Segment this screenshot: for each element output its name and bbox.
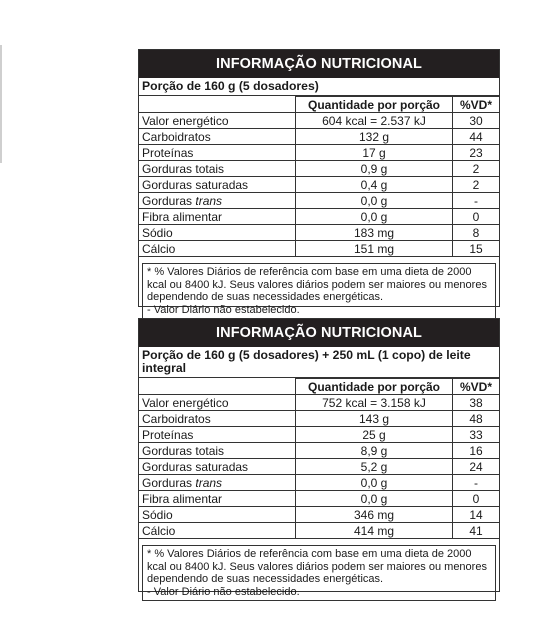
nutrient-label: Fibra alimentar	[142, 209, 223, 224]
nutrient-vd: 41	[453, 523, 500, 539]
nutrient-name	[139, 193, 296, 209]
nutrient-name	[139, 411, 296, 427]
nutrient-row	[139, 129, 499, 145]
nutrient-vd: 15	[453, 241, 500, 257]
nutrient-row	[139, 241, 499, 257]
footnote-dash-note: - Valor Diário não estabelecido.	[147, 585, 300, 598]
nutrient-vd: 16	[453, 443, 500, 459]
nutrient-row	[139, 209, 499, 225]
footnote-vd-note: * % Valores Diários de referência com base em uma dieta de 2000 kcal ou 8400 kJ. Seus valores diários podem ser maiores ou menores dependendo de suas necessidades energéticas.	[147, 266, 487, 303]
nutrient-amount: 0,0 g	[296, 193, 453, 209]
header-vd: %VD*	[453, 379, 500, 395]
nutrient-amount: 17 g	[296, 145, 453, 161]
nutrient-vd: 8	[453, 225, 500, 241]
nutrient-vd: 2	[453, 161, 500, 177]
header-blank-cell	[139, 97, 296, 113]
nutrient-vd: 23	[453, 145, 500, 161]
nutrient-row	[139, 113, 499, 129]
nutrient-row	[139, 395, 499, 411]
header-quantity: Quantidade por porção	[296, 379, 453, 395]
nutrient-label: Gorduras totais	[142, 161, 225, 176]
nutrient-amount: 151 mg	[296, 241, 453, 257]
nutrient-row	[139, 459, 499, 475]
nutrient-row	[139, 443, 499, 459]
nutrient-name	[139, 113, 296, 129]
nutrient-label: Cálcio	[142, 523, 176, 538]
nutrient-name	[139, 475, 296, 491]
table-header-row	[139, 97, 499, 113]
nutrient-row	[139, 225, 499, 241]
nutrient-vd: -	[453, 193, 500, 209]
nutrient-row	[139, 475, 499, 491]
nutrient-label: Gorduras saturadas	[142, 459, 249, 474]
nutrient-label: Valor energético	[142, 395, 229, 410]
nutrient-vd: 14	[453, 507, 500, 523]
portion-size: Porção de 160 g (5 dosadores) + 250 mL (1 copo) de leite integral	[139, 347, 499, 378]
nutrient-vd: 33	[453, 427, 500, 443]
nutrient-name	[139, 491, 296, 507]
nutrient-amount: 183 mg	[296, 225, 453, 241]
nutrient-label: Cálcio	[142, 241, 176, 256]
nutrient-label: Fibra alimentar	[142, 491, 223, 506]
nutrient-amount: 0,9 g	[296, 161, 453, 177]
nutrient-amount: 752 kcal = 3.158 kJ	[296, 395, 453, 411]
footnote-vd-note: * % Valores Diários de referência com base em uma dieta de 2000 kcal ou 8400 kJ. Seus valores diários podem ser maiores ou menores dependendo de suas necessidades energéticas.	[147, 548, 487, 585]
nutrient-label: Gorduras	[142, 475, 193, 490]
nutrient-name	[139, 395, 296, 411]
nutrition-table	[139, 378, 499, 539]
nutrient-amount: 604 kcal = 2.537 kJ	[296, 113, 453, 129]
nutrient-amount: 143 g	[296, 411, 453, 427]
nutrient-label-italic: trans	[195, 193, 223, 208]
nutrient-vd: 38	[453, 395, 500, 411]
nutrient-amount: 8,9 g	[296, 443, 453, 459]
nutrient-label: Carboidratos	[142, 129, 211, 144]
nutrient-vd: 2	[453, 177, 500, 193]
nutrient-vd: 0	[453, 491, 500, 507]
nutrient-row	[139, 145, 499, 161]
table-header-row	[139, 379, 499, 395]
footnote-dash-note: - Valor Diário não estabelecido.	[147, 303, 300, 316]
nutrition-panel-powder	[138, 49, 500, 316]
nutrient-row	[139, 411, 499, 427]
nutrient-vd: 48	[453, 411, 500, 427]
nutrient-name	[139, 129, 296, 145]
nutrient-vd: 0	[453, 209, 500, 225]
nutrient-label: Gorduras	[142, 193, 193, 208]
nutrient-label: Carboidratos	[142, 411, 211, 426]
nutrient-row	[139, 193, 499, 209]
nutrient-row	[139, 523, 499, 539]
nutrient-name	[139, 177, 296, 193]
nutrient-label: Sódio	[142, 507, 173, 522]
nutrition-table-body	[139, 379, 499, 539]
nutrient-label-italic: trans	[195, 475, 223, 490]
nutrient-amount: 0,0 g	[296, 209, 453, 225]
nutrient-label: Proteínas	[142, 145, 194, 160]
nutrient-name	[139, 427, 296, 443]
nutrient-vd: 24	[453, 459, 500, 475]
nutrient-label: Gorduras totais	[142, 443, 225, 458]
portion-size: Porção de 160 g (5 dosadores)	[139, 78, 499, 96]
nutrient-name	[139, 241, 296, 257]
nutrient-name	[139, 209, 296, 225]
nutrient-name	[139, 145, 296, 161]
nutrient-amount: 25 g	[296, 427, 453, 443]
nutrient-name	[139, 507, 296, 523]
nutrient-amount: 346 mg	[296, 507, 453, 523]
nutrient-amount: 414 mg	[296, 523, 453, 539]
footnote	[142, 545, 496, 601]
nutrient-name	[139, 225, 296, 241]
nutrient-label: Proteínas	[142, 427, 194, 442]
footnote	[142, 263, 496, 319]
nutrient-vd: 44	[453, 129, 500, 145]
nutrient-vd: -	[453, 475, 500, 491]
nutrient-name	[139, 443, 296, 459]
header-vd: %VD*	[453, 97, 500, 113]
nutrient-row	[139, 161, 499, 177]
nutrition-table-body	[139, 97, 499, 257]
nutrient-label: Gorduras saturadas	[142, 177, 249, 192]
nutrient-name	[139, 459, 296, 475]
nutrient-amount: 0,4 g	[296, 177, 453, 193]
nutrient-amount: 0,0 g	[296, 491, 453, 507]
nutrient-label: Sódio	[142, 225, 173, 240]
panel-title: INFORMAÇÃO NUTRICIONAL	[139, 319, 499, 347]
nutrient-row	[139, 491, 499, 507]
panel-title: INFORMAÇÃO NUTRICIONAL	[139, 50, 499, 78]
nutrient-name	[139, 161, 296, 177]
header-blank-cell	[139, 379, 296, 395]
nutrient-row	[139, 507, 499, 523]
nutrient-vd: 30	[453, 113, 500, 129]
header-quantity: Quantidade por porção	[296, 97, 453, 113]
nutrition-table	[139, 96, 499, 257]
nutrient-name	[139, 523, 296, 539]
nutrient-amount: 5,2 g	[296, 459, 453, 475]
nutrient-amount: 132 g	[296, 129, 453, 145]
left-edge-divider	[0, 45, 2, 163]
nutrient-label: Valor energético	[142, 113, 229, 128]
nutrient-row	[139, 427, 499, 443]
nutrition-panel-with-milk	[138, 318, 500, 598]
nutrient-amount: 0,0 g	[296, 475, 453, 491]
nutrient-row	[139, 177, 499, 193]
